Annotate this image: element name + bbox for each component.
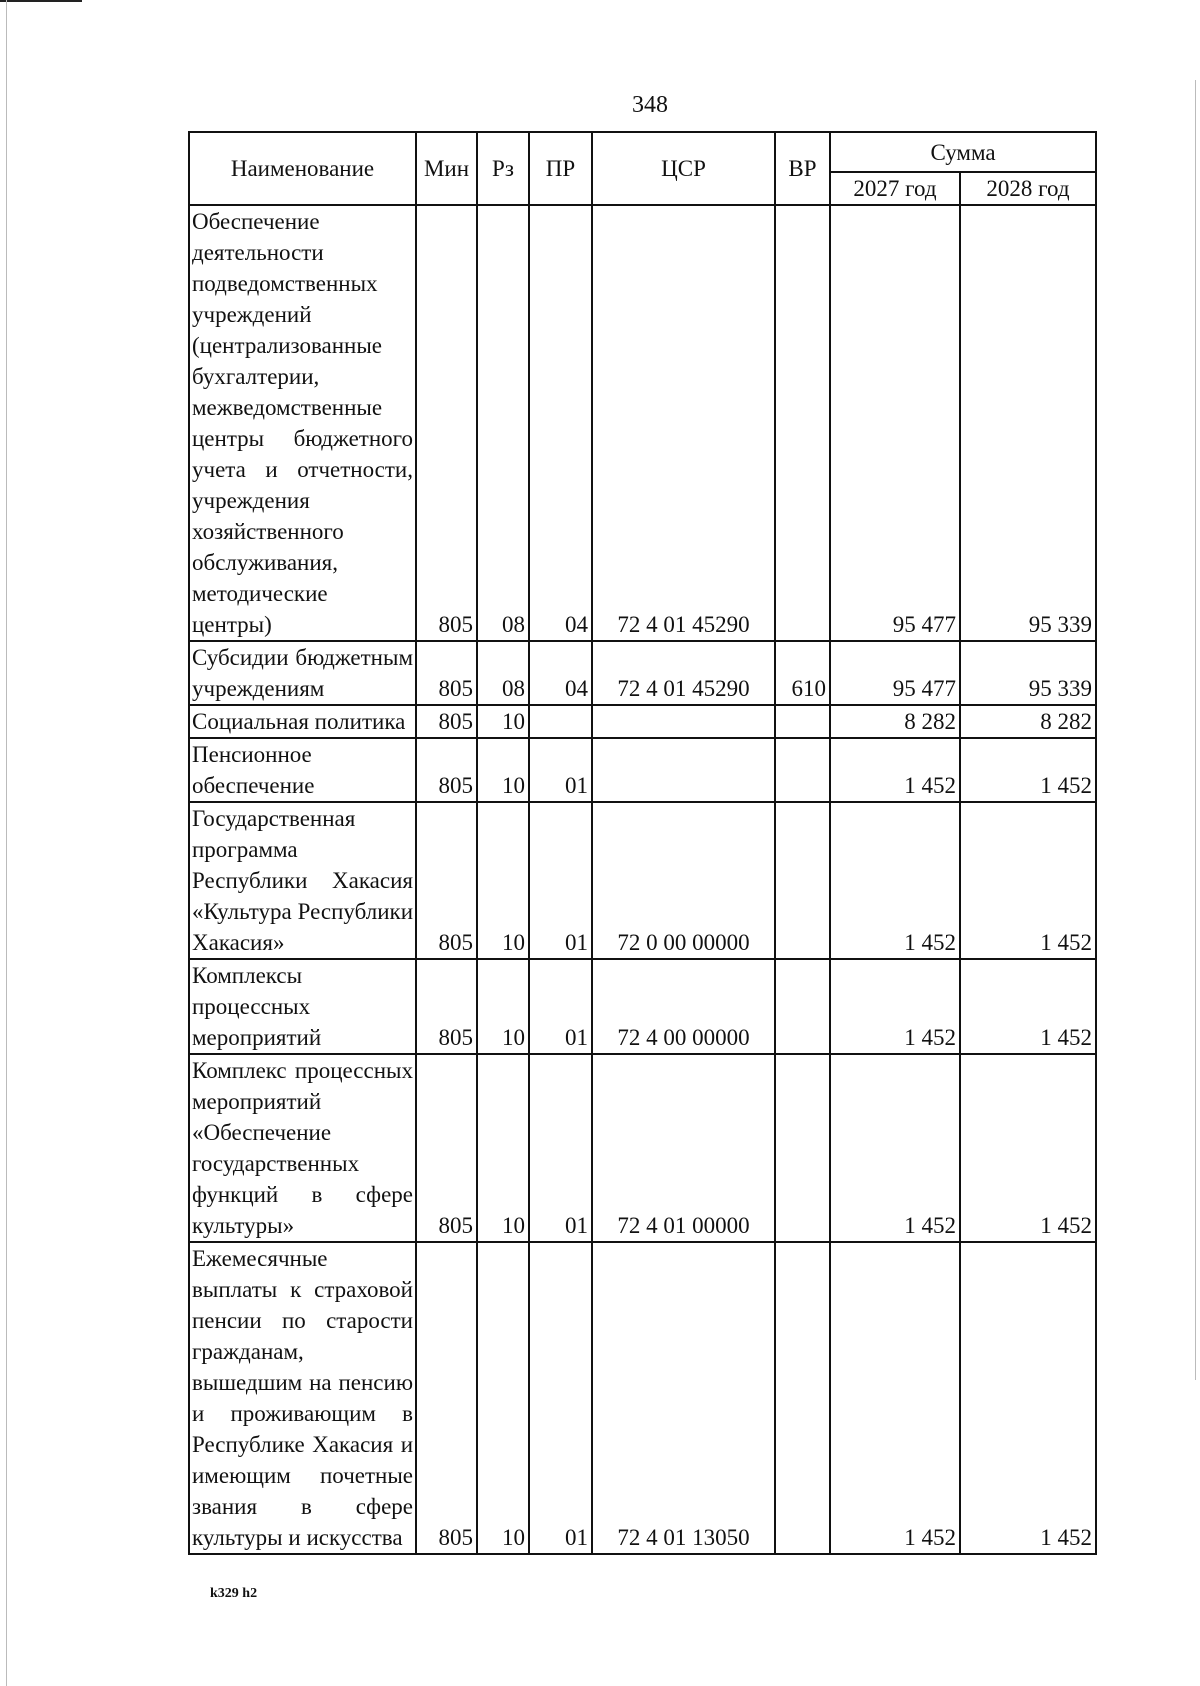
header-pr: ПР — [529, 132, 592, 205]
row-name: Ежемесячные выплаты к страховой пенсии по старости гражданам, вышедшим на пенсию и проживающим в Республике Хакасия и имеющим почетные звания в сфере культуры и искусства — [189, 1242, 416, 1554]
header-min: Мин — [416, 132, 477, 205]
row-rz: 10 — [477, 802, 529, 959]
header-csr: ЦСР — [592, 132, 775, 205]
row-min: 805 — [416, 1242, 477, 1554]
row-vr — [775, 205, 830, 641]
table-row — [189, 1242, 1096, 1554]
table-row — [189, 959, 1096, 1054]
row-vr — [775, 705, 830, 738]
row-name: Государственная программа Республики Хакасия «Культура Республики Хакасия» — [189, 802, 416, 959]
header-year-2028: 2028 год — [960, 172, 1096, 205]
header-rz: Рз — [477, 132, 529, 205]
row-sum-2027: 95 477 — [830, 205, 960, 641]
row-sum-2027: 1 452 — [830, 1054, 960, 1242]
row-pr: 01 — [529, 738, 592, 802]
row-vr — [775, 1242, 830, 1554]
scan-corner-mark — [0, 0, 82, 2]
table-row — [189, 802, 1096, 959]
row-csr: 72 4 01 13050 — [592, 1242, 775, 1554]
row-csr — [592, 738, 775, 802]
row-vr — [775, 1054, 830, 1242]
row-pr: 01 — [529, 1054, 592, 1242]
row-vr: 610 — [775, 641, 830, 705]
row-sum-2027: 1 452 — [830, 802, 960, 959]
header-year-2027: 2027 год — [830, 172, 960, 205]
row-min: 805 — [416, 205, 477, 641]
table-row — [189, 205, 1096, 641]
row-sum-2027: 1 452 — [830, 738, 960, 802]
row-min: 805 — [416, 738, 477, 802]
header-name: Наименование — [189, 132, 416, 205]
row-pr: 01 — [529, 802, 592, 959]
row-sum-2028: 1 452 — [960, 738, 1096, 802]
row-rz: 08 — [477, 205, 529, 641]
row-rz: 10 — [477, 705, 529, 738]
row-pr: 01 — [529, 959, 592, 1054]
row-name: Субсидии бюджетным учреждениям — [189, 641, 416, 705]
row-min: 805 — [416, 1054, 477, 1242]
header-row — [189, 132, 1096, 172]
row-csr: 72 0 00 00000 — [592, 802, 775, 959]
row-sum-2027: 1 452 — [830, 959, 960, 1054]
row-csr: 72 4 01 45290 — [592, 641, 775, 705]
table-row — [189, 738, 1096, 802]
row-name: Комплекс процессных мероприятий «Обеспечение государственных функций в сфере культуры» — [189, 1054, 416, 1242]
row-pr: 04 — [529, 641, 592, 705]
row-sum-2028: 1 452 — [960, 1242, 1096, 1554]
row-rz: 10 — [477, 959, 529, 1054]
row-pr — [529, 705, 592, 738]
row-vr — [775, 959, 830, 1054]
row-sum-2027: 8 282 — [830, 705, 960, 738]
row-min: 805 — [416, 705, 477, 738]
header-vr: ВР — [775, 132, 830, 205]
row-min: 805 — [416, 959, 477, 1054]
footer-code: k329 h2 — [210, 1586, 258, 1601]
scan-right-edge — [1195, 80, 1196, 1380]
row-sum-2028: 1 452 — [960, 959, 1096, 1054]
row-name: Социальная политика — [189, 705, 416, 738]
row-vr — [775, 802, 830, 959]
row-csr: 72 4 01 45290 — [592, 205, 775, 641]
page-number: 348 — [632, 92, 668, 118]
table-row — [189, 705, 1096, 738]
row-sum-2027: 95 477 — [830, 641, 960, 705]
row-sum-2028: 8 282 — [960, 705, 1096, 738]
row-rz: 08 — [477, 641, 529, 705]
row-sum-2028: 95 339 — [960, 641, 1096, 705]
row-name: Пенсионное обеспечение — [189, 738, 416, 802]
row-sum-2027: 1 452 — [830, 1242, 960, 1554]
table-row — [189, 1054, 1096, 1242]
row-pr: 01 — [529, 1242, 592, 1554]
row-sum-2028: 1 452 — [960, 802, 1096, 959]
row-rz: 10 — [477, 738, 529, 802]
budget-table — [188, 131, 1097, 1555]
row-rz: 10 — [477, 1054, 529, 1242]
scan-left-edge — [6, 0, 7, 1686]
row-rz: 10 — [477, 1242, 529, 1554]
row-pr: 04 — [529, 205, 592, 641]
table-row — [189, 641, 1096, 705]
row-sum-2028: 95 339 — [960, 205, 1096, 641]
row-min: 805 — [416, 641, 477, 705]
row-csr — [592, 705, 775, 738]
row-vr — [775, 738, 830, 802]
row-name: Обеспечение деятельности подведомственных учреждений (централизованные бухгалтерии, межведомственные центры бюджетного учета и отчетности, учреждения хозяйственного обслуживания, методические центры) — [189, 205, 416, 641]
row-csr: 72 4 00 00000 — [592, 959, 775, 1054]
header-sum: Сумма — [830, 132, 1096, 172]
row-min: 805 — [416, 802, 477, 959]
row-sum-2028: 1 452 — [960, 1054, 1096, 1242]
row-csr: 72 4 01 00000 — [592, 1054, 775, 1242]
row-name: Комплексы процессных мероприятий — [189, 959, 416, 1054]
